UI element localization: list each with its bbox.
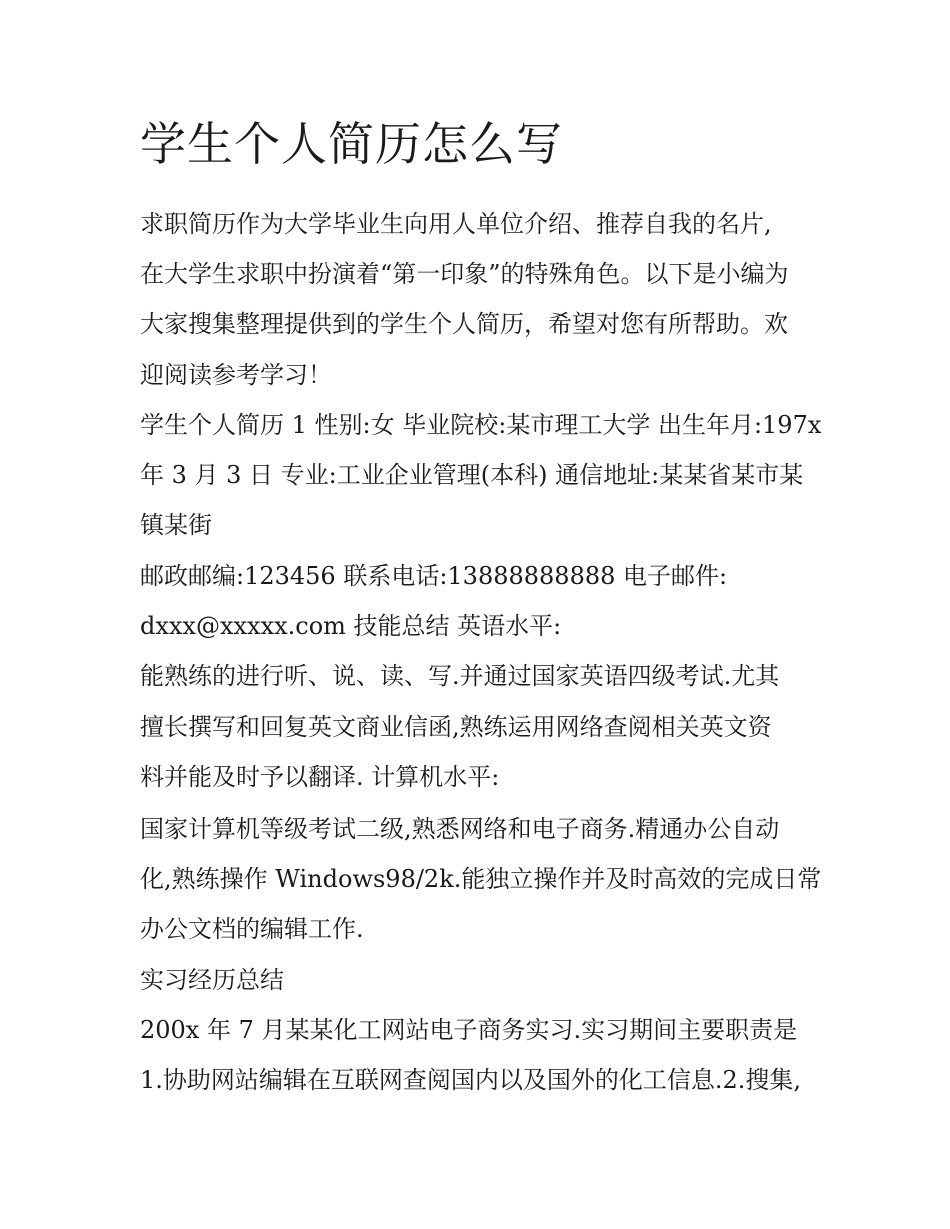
body-line: dxxx@xxxxx.com 技能总结 英语水平: bbox=[140, 612, 562, 640]
body-line: 迎阅读参考学习！ bbox=[140, 361, 332, 389]
page-title: 学生个人简历怎么写 bbox=[140, 117, 563, 171]
body-line: 料并能及时予以翻译. 计算机水平: bbox=[140, 763, 500, 791]
section-heading: 实习经历总结 bbox=[140, 966, 284, 994]
body-line: 化,熟练操作 Windows98/2k.能独立操作并及时高效的完成日常 bbox=[140, 865, 822, 893]
body-line: 200x 年 7 月某某化工网站电子商务实习.实习期间主要职责是 bbox=[140, 1016, 798, 1044]
body-line: 国家计算机等级考试二级,熟悉网络和电子商务.精通办公自动 bbox=[140, 815, 780, 843]
body-line: 邮政邮编:123456 联系电话:13888888888 电子邮件: bbox=[140, 562, 728, 590]
body-line: 求职简历作为大学毕业生向用人单位介绍、推荐自我的名片, bbox=[140, 210, 772, 238]
body-line: 能熟练的进行听、说、读、写.并通过国家英语四级考试.尤其 bbox=[140, 662, 780, 690]
body-line: 镇某街 bbox=[140, 511, 212, 539]
body-line: 大家搜集整理提供到的学生个人简历，希望对您有所帮助。欢 bbox=[140, 310, 788, 338]
body-line: 擅长撰写和回复英文商业信函,熟练运用网络查阅相关英文资 bbox=[140, 713, 772, 741]
body-line: 在大学生求职中扮演着“第一印象”的特殊角色。以下是小编为 bbox=[140, 260, 789, 288]
body-line: 办公文档的编辑工作. bbox=[140, 915, 364, 943]
body-line: 年 3 月 3 日 专业:工业企业管理(本科) 通信地址:某某省某市某 bbox=[140, 461, 804, 489]
body-line: 学生个人简历 1 性别:女 毕业院校:某市理工大学 出生年月:197x bbox=[140, 411, 822, 439]
body-line: 1.协助网站编辑在互联网查阅国内以及国外的化工信息.2.搜集, bbox=[140, 1066, 802, 1094]
